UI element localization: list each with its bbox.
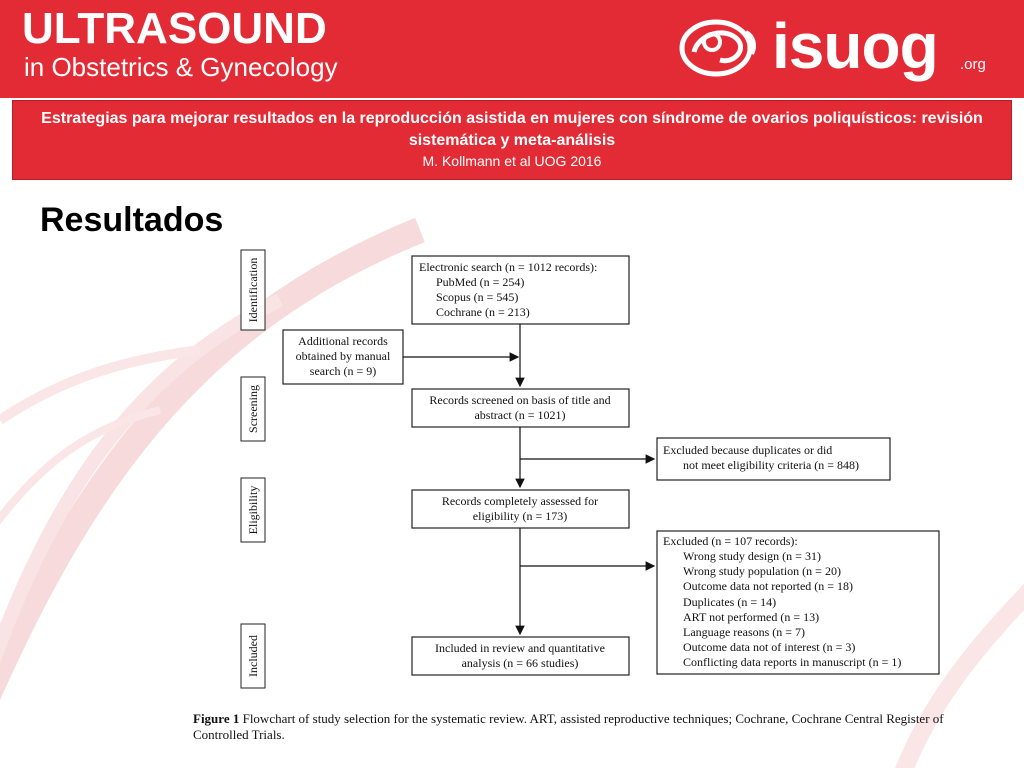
excluded-reason: Outcome data not of interest (n = 3) [683, 640, 856, 654]
screened-line: Records screened on basis of title and [429, 393, 611, 407]
excluded-reason: Outcome data not reported (n = 18) [683, 579, 854, 593]
assessed-line: Records completely assessed for [441, 494, 599, 508]
excluded-duplicates-box [657, 438, 890, 480]
excluded-reason: Conflicting data reports in manuscript (n = 1) [683, 655, 902, 669]
slide-title: Estrategias para mejorar resultados en la reproducción asistida en mujeres con síndrome de ovarios poliquísticos: revisión sistemática y meta-análisis [41, 110, 983, 149]
section-title: Resultados [40, 201, 224, 239]
flow-connectors [403, 324, 654, 634]
included-line: Included in review and quantitative [435, 641, 605, 655]
caption-label: Figure 1 [193, 711, 240, 726]
included-line: analysis (n = 66 studies) [461, 656, 579, 670]
manual-line: obtained by manual [295, 349, 391, 363]
excluded-title: Excluded (n = 107 records): [663, 534, 798, 548]
stage-screening [241, 377, 265, 441]
search-box [412, 256, 629, 324]
excluded-reason: Wrong study design (n = 31) [683, 549, 821, 563]
citation: M. Kollmann et al UOG 2016 [422, 153, 602, 169]
logo-wordmark: isuog [772, 10, 938, 82]
manual-line: search (n = 9) [309, 364, 377, 378]
caption-text: Flowchart of study selection for the systematic review. ART, assisted reproductive techniques; Cochrane, Cochrane Central Register of Controlled Trials. [193, 711, 944, 742]
stage-label: Included [246, 635, 260, 677]
excluded-reason: Duplicates (n = 14) [683, 595, 777, 609]
excluded-reason: ART not performed (n = 13) [683, 610, 820, 624]
excluded-reasons-box [657, 531, 939, 674]
stage-label: Screening [246, 385, 260, 433]
excluded-reason: Language reasons (n = 7) [683, 625, 806, 639]
journal-subtitle: in Obstetrics & Gynecology [24, 52, 338, 82]
stage-included [241, 624, 265, 688]
search-box-title: Electronic search (n = 1012 records): [419, 260, 598, 274]
journal-title: ULTRASOUND [22, 4, 327, 53]
search-source: Scopus (n = 545) [436, 290, 519, 304]
excluded-line: not meet eligibility criteria (n = 848) [683, 458, 860, 472]
stage-label: Eligibility [246, 485, 260, 535]
screened-box [412, 389, 629, 427]
stage-label: Identification [246, 257, 260, 323]
manual-search-box [283, 330, 403, 384]
included-box [412, 637, 629, 675]
logo-domain: .org [960, 56, 986, 73]
search-source: Cochrane (n = 213) [436, 305, 530, 319]
assessed-box [412, 490, 629, 528]
excluded-reason: Wrong study population (n = 20) [683, 564, 841, 578]
screened-line: abstract (n = 1021) [474, 408, 566, 422]
assessed-line: eligibility (n = 173) [472, 509, 568, 523]
search-source: PubMed (n = 254) [436, 275, 525, 289]
stage-eligibility [241, 478, 265, 542]
figure-caption [193, 711, 953, 743]
manual-line: Additional records [298, 334, 388, 348]
excluded-line: Excluded because duplicates or did [663, 443, 833, 457]
stage-identification [241, 250, 265, 330]
